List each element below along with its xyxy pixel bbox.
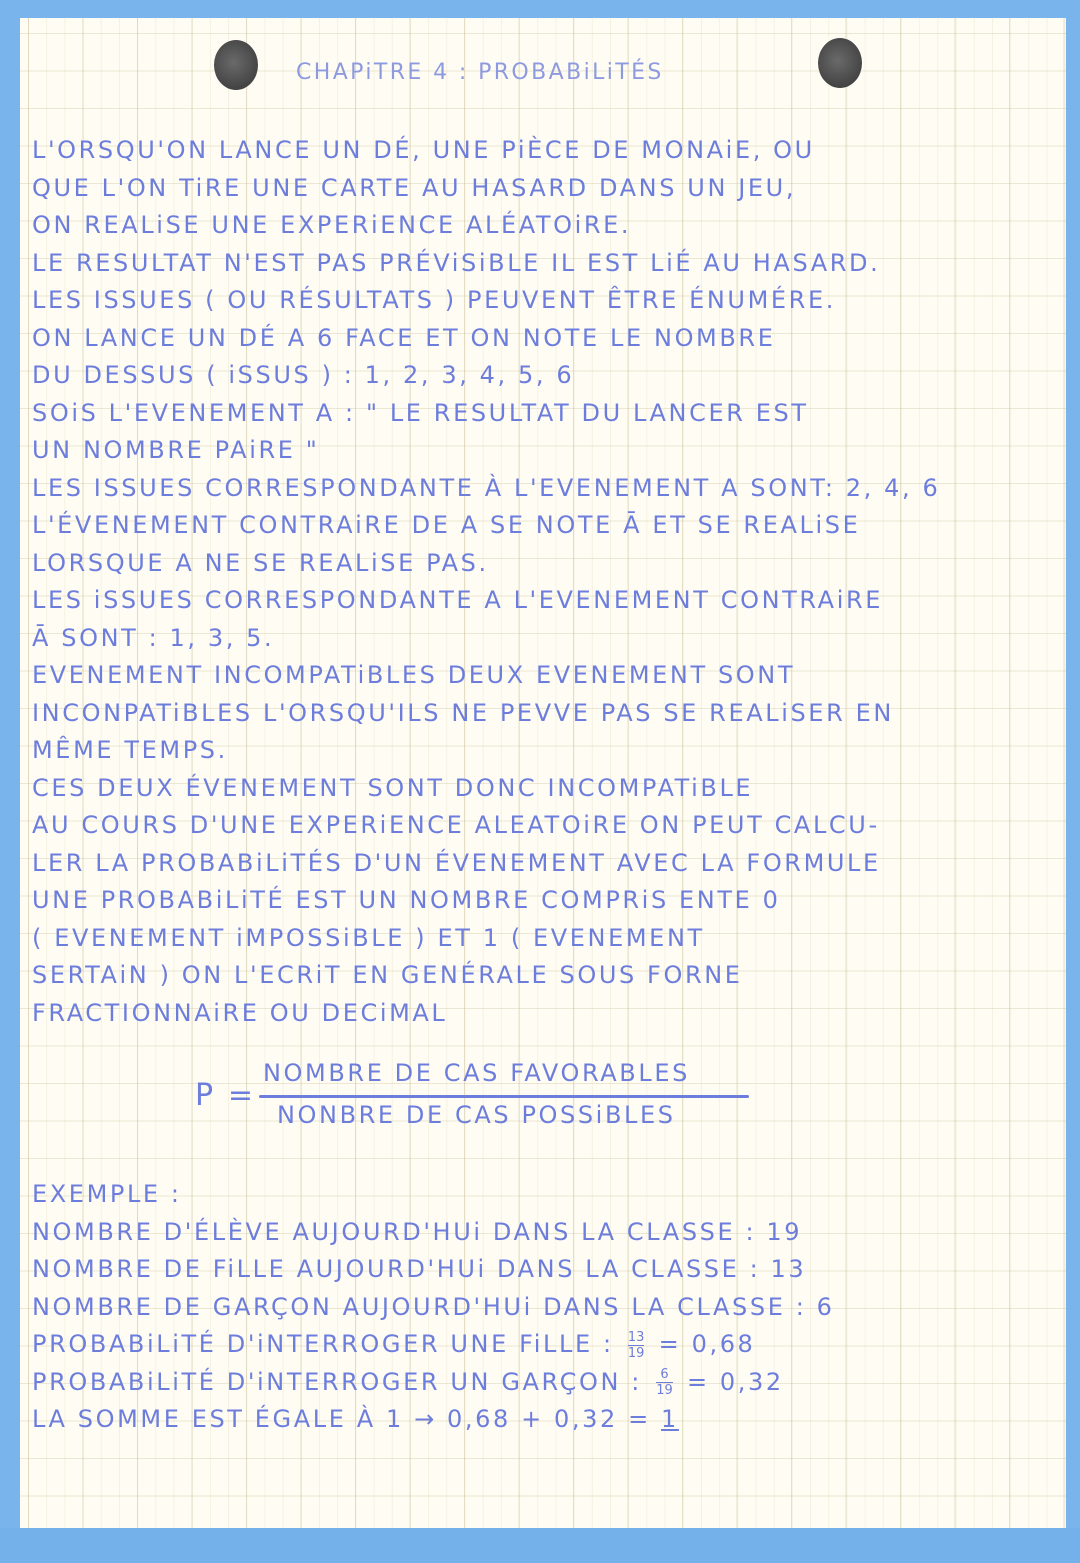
notes-body — [32, 132, 1072, 1032]
formula-numerator: NOMBRE DE CAS FAVORABLES — [263, 1059, 690, 1087]
example-section — [32, 1176, 1072, 1439]
prob-boy-fraction — [656, 1368, 673, 1397]
note-line: CES DEUX ÉVENEMENT SONT DONC INCOMPATiBLE — [32, 773, 754, 802]
note-line: L'ORSQU'ON LANCE UN DÉ, UNE PiÈCE DE MONAiE, OU — [32, 136, 815, 164]
note-line: INCONPATiBLES L'ORSQU'ILS NE PEVVE PAS SE REALiSER EN — [32, 698, 894, 727]
note-line: QUE L'ON TiRE UNE CARTE AU HASARD DANS UN JEU, — [32, 173, 797, 202]
note-line: LES ISSUES CORRESPONDANTE À L'EVENEMENT A SONT: 2, 4, 6 — [32, 473, 941, 502]
example-prob-girl-line — [32, 1326, 1072, 1364]
bottom-border — [0, 1528, 1080, 1563]
prob-girl-result: = 0,68 — [658, 1330, 756, 1358]
note-line: ON REALiSE UNE EXPERiENCE ALÉATOiRE. — [32, 211, 632, 239]
sum-result: 1 — [661, 1405, 679, 1433]
boys-label: NOMBRE DE GARÇON AUJOURD'HUi DANS LA CLASSE : — [32, 1292, 807, 1321]
formula-lhs: P = — [195, 1078, 256, 1113]
note-line: LE RESULTAT N'EST PAS PRÉViSiBLE IL EST LiÉ AU HASARD. — [32, 248, 881, 277]
note-line: L'ÉVENEMENT CONTRAiRE DE A SE NOTE Ā ET SE REALiSE — [32, 511, 861, 539]
example-heading: EXEMPLE : — [32, 1180, 182, 1208]
sum-expression: 0,68 + 0,32 = — [447, 1405, 651, 1433]
girls-value: 13 — [770, 1255, 807, 1283]
students-label: NOMBRE D'ÉLÈVE AUJOURD'HUi DANS LA CLASSE : — [32, 1217, 757, 1246]
note-line: ( EVENEMENT iMPOSSiBLE ) ET 1 ( EVENEMENT — [32, 923, 705, 952]
fraction-denominator: 19 — [656, 1383, 673, 1398]
punch-hole-right — [818, 38, 862, 88]
fraction-numerator: 13 — [627, 1329, 645, 1345]
example-prob-boy-line — [32, 1364, 1072, 1402]
prob-girl-fraction — [628, 1331, 645, 1360]
students-value: 19 — [766, 1217, 803, 1246]
formula-denominator: NONBRE DE CAS POSSiBLES — [277, 1101, 676, 1129]
note-line: DU DESSUS ( iSSUS ) : 1, 2, 3, 4, 5, 6 — [32, 361, 575, 389]
note-line: SERTAiN ) ON L'ECRiT EN GENÉRALE SOUS FORNE — [32, 961, 743, 989]
example-boys-line — [32, 1289, 1072, 1327]
note-line: SOiS L'EVENEMENT A : " LE RESULTAT DU LANCER EST — [32, 398, 809, 427]
note-line: UN NOMBRE PAiRE " — [32, 436, 320, 464]
sum-label: LA SOMME EST ÉGALE À 1 → — [32, 1405, 437, 1433]
note-line: ON LANCE UN DÉ A 6 FACE ET ON NOTE LE NOMBRE — [32, 323, 776, 352]
boys-value: 6 — [816, 1292, 835, 1321]
note-line: LORSQUE A NE SE REALiSE PAS. — [32, 548, 489, 577]
fraction-denominator: 19 — [627, 1345, 645, 1361]
girls-label: NOMBRE DE FiLLE AUJOURD'HUi DANS LA CLASSE : — [32, 1255, 761, 1283]
chapter-title: CHAPiTRE 4 : PROBABiLiTÉS — [296, 60, 664, 85]
note-line: MÊME TEMPS. — [32, 736, 228, 764]
example-girls-line — [32, 1251, 1072, 1289]
note-line: LER LA PROBABiLiTÉS D'UN ÉVENEMENT AVEC LA FORMULE — [32, 848, 881, 877]
note-line: LES ISSUES ( OU RÉSULTATS ) PEUVENT ÊTRE ÉNUMÉRE. — [32, 286, 836, 314]
prob-boy-result: = 0,32 — [686, 1367, 784, 1396]
prob-girl-label: PROBABiLiTÉ D'iNTERROGER UNE FiLLE : — [32, 1330, 614, 1358]
note-line: EVENEMENT INCOMPATiBLES DEUX EVENEMENT SONT — [32, 661, 796, 689]
note-line: Ā SONT : 1, 3, 5. — [32, 623, 275, 652]
punch-hole-left — [214, 40, 258, 90]
prob-boy-label: PROBABiLiTÉ D'iNTERROGER UN GARÇON : — [32, 1367, 642, 1396]
fraction-numerator: 6 — [660, 1367, 669, 1382]
example-students-line — [32, 1214, 1072, 1252]
note-line: FRACTIONNAiRE OU DECiMAL — [32, 998, 448, 1027]
note-line: UNE PROBABiLiTÉ EST UN NOMBRE COMPRiS ENTE 0 — [32, 886, 781, 914]
note-line: AU COURS D'UNE EXPERiENCE ALEATOiRE ON PEUT CALCU- — [32, 811, 880, 839]
example-sum-line — [32, 1401, 1072, 1439]
note-line: LES iSSUES CORRESPONDANTE A L'EVENEMENT CONTRAiRE — [32, 586, 884, 614]
